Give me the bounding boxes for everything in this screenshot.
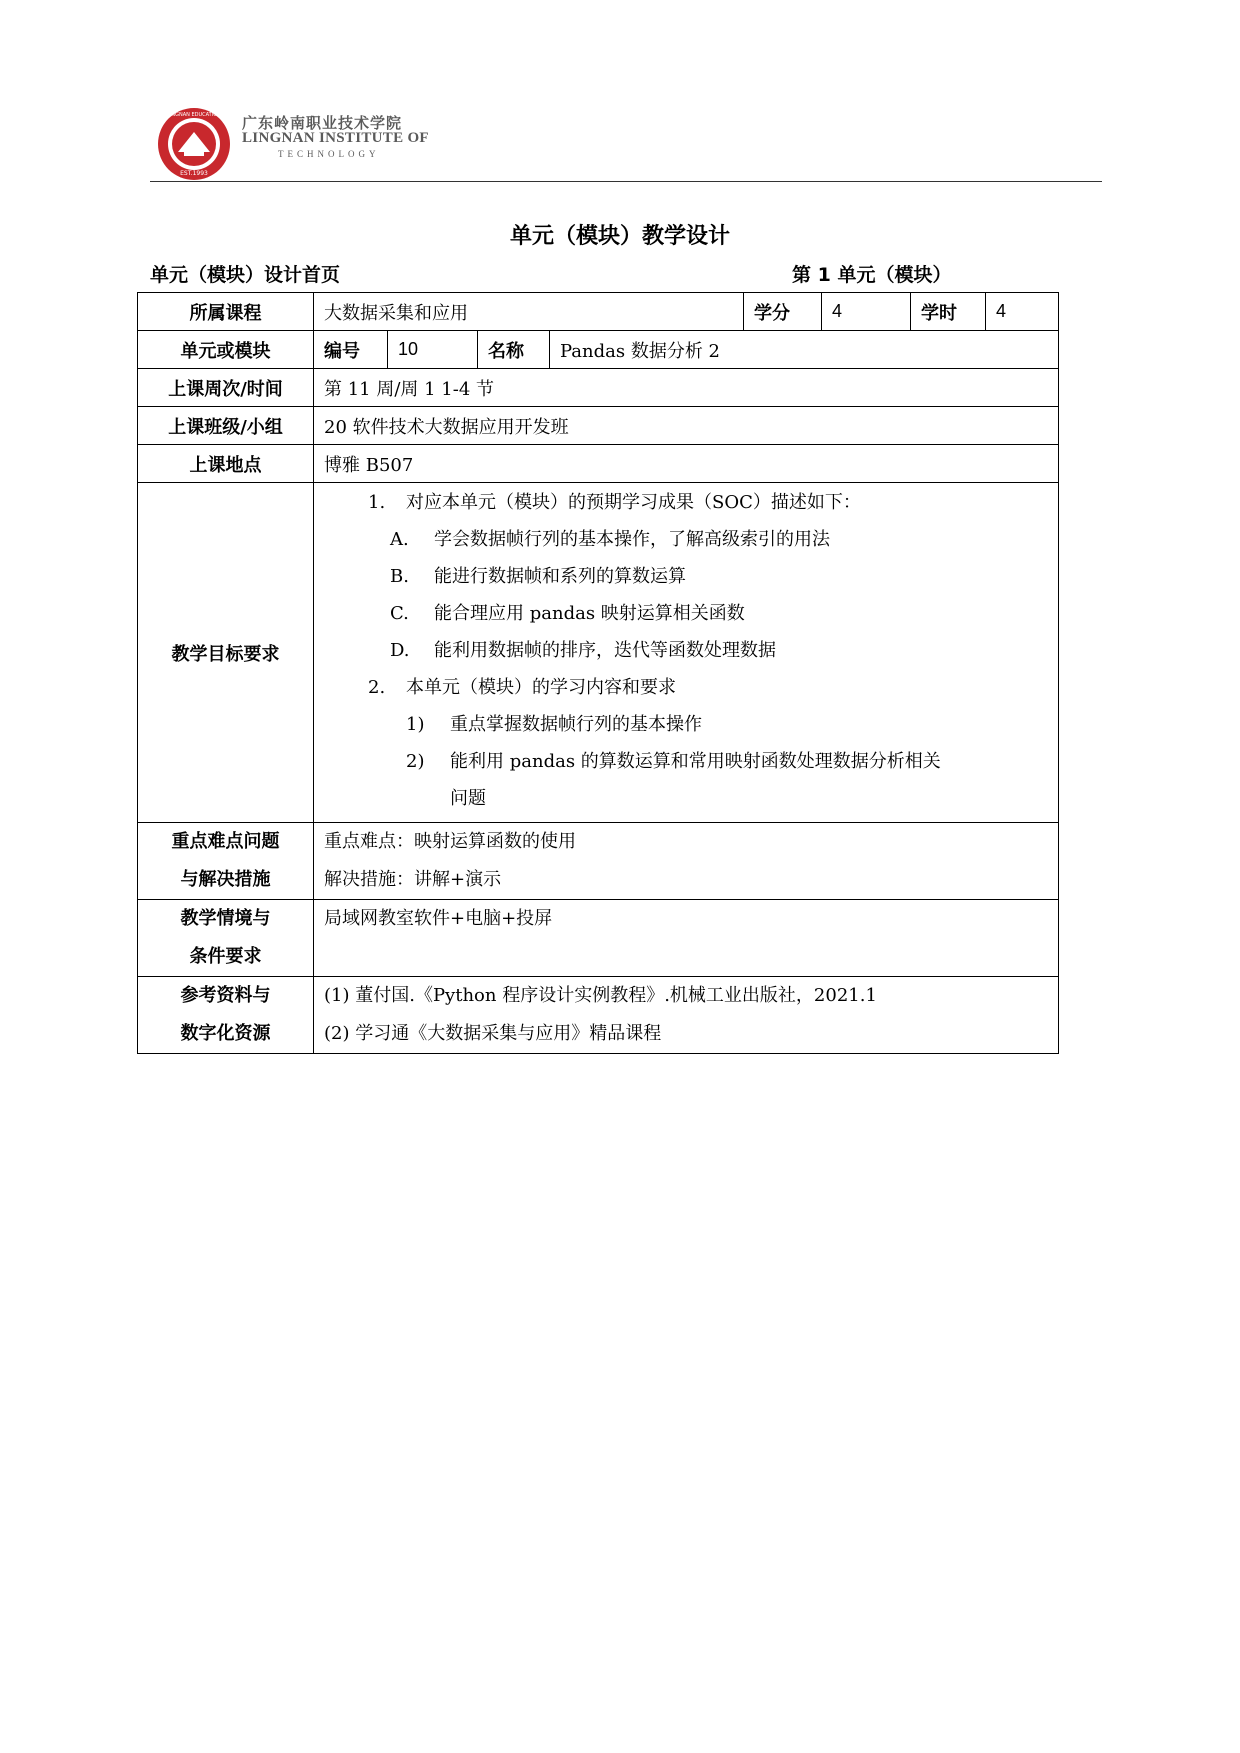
req-item-2-cont: 问题 bbox=[450, 788, 486, 809]
difficulty-label: 重点难点问题 与解决措施 bbox=[138, 823, 314, 900]
page-header bbox=[150, 100, 1100, 184]
row-week bbox=[138, 369, 1059, 407]
unit-label: 单元或模块 bbox=[138, 331, 314, 369]
unit-name-value: Pandas 数据分析 2 bbox=[550, 331, 1059, 369]
logo-est-text: EST.1993 bbox=[180, 170, 208, 177]
school-name-cn: 广东岭南职业技术学院 bbox=[242, 114, 403, 132]
location-label: 上课地点 bbox=[138, 445, 314, 483]
unit-design-table bbox=[137, 292, 1059, 1054]
references-content: (1) 董付国.《Python 程序设计实例教程》.机械工业出版社，2021.1 (2) 学习通《大数据采集与应用》精品课程 bbox=[314, 977, 1059, 1054]
goal-item-2: 2. 本单元（模块）的学习内容和要求 bbox=[368, 677, 676, 698]
row-goals bbox=[138, 483, 1059, 823]
goals-content bbox=[314, 483, 1059, 823]
school-name-en-line2: TECHNOLOGY bbox=[278, 149, 380, 159]
subtitle-right: 第 1 单元（模块） bbox=[792, 264, 952, 286]
row-unit bbox=[138, 331, 1059, 369]
goals-label: 教学目标要求 bbox=[138, 483, 314, 823]
credit-value: 4 bbox=[822, 293, 911, 331]
logo-ring-text: LINGNAN EDUCATION bbox=[167, 112, 221, 118]
school-name-en-line1: LINGNAN INSTITUTE OF bbox=[242, 130, 429, 146]
class-value: 20 软件技术大数据应用开发班 bbox=[314, 407, 1059, 445]
row-references bbox=[138, 977, 1059, 1054]
row-course bbox=[138, 293, 1059, 331]
course-value: 大数据采集和应用 bbox=[314, 293, 744, 331]
class-label: 上课班级/小组 bbox=[138, 407, 314, 445]
row-location bbox=[138, 445, 1059, 483]
week-label: 上课周次/时间 bbox=[138, 369, 314, 407]
context-label: 教学情境与 条件要求 bbox=[138, 900, 314, 977]
soc-item-a: A. 学会数据帧行列的基本操作，了解高级索引的用法 bbox=[390, 529, 830, 550]
soc-item-d: D. 能利用数据帧的排序，迭代等函数处理数据 bbox=[390, 640, 776, 661]
unit-number-label: 编号 bbox=[314, 331, 388, 369]
credit-label: 学分 bbox=[744, 293, 822, 331]
hours-label: 学时 bbox=[911, 293, 986, 331]
week-value: 第 11 周/周 1 1-4 节 bbox=[314, 369, 1059, 407]
row-context bbox=[138, 900, 1059, 977]
course-label: 所属课程 bbox=[138, 293, 314, 331]
location-value: 博雅 B507 bbox=[314, 445, 1059, 483]
document-title: 单元（模块）教学设计 bbox=[509, 224, 730, 249]
subtitle-left: 单元（模块）设计首页 bbox=[150, 264, 341, 286]
req-item-1: 1) 重点掌握数据帧行列的基本操作 bbox=[406, 714, 702, 735]
hours-value: 4 bbox=[986, 293, 1059, 331]
unit-number-value: 10 bbox=[388, 331, 478, 369]
unit-name-label: 名称 bbox=[478, 331, 550, 369]
row-class bbox=[138, 407, 1059, 445]
context-content: 局域网教室软件+电脑+投屏 bbox=[314, 900, 1059, 977]
req-item-2: 2) 能利用 pandas 的算数运算和常用映射函数处理数据分析相关 bbox=[406, 751, 941, 772]
difficulty-content: 重点难点：映射运算函数的使用 解决措施：讲解+演示 bbox=[314, 823, 1059, 900]
header-divider bbox=[150, 181, 1102, 182]
soc-item-b: B. 能进行数据帧和系列的算数运算 bbox=[390, 566, 686, 587]
references-label: 参考资料与 数字化资源 bbox=[138, 977, 314, 1054]
goal-item-1: 1. 对应本单元（模块）的预期学习成果（SOC）描述如下： bbox=[368, 492, 861, 513]
soc-item-c: C. 能合理应用 pandas 映射运算相关函数 bbox=[390, 603, 745, 624]
school-logo-icon bbox=[156, 106, 232, 182]
row-difficulty bbox=[138, 823, 1059, 900]
